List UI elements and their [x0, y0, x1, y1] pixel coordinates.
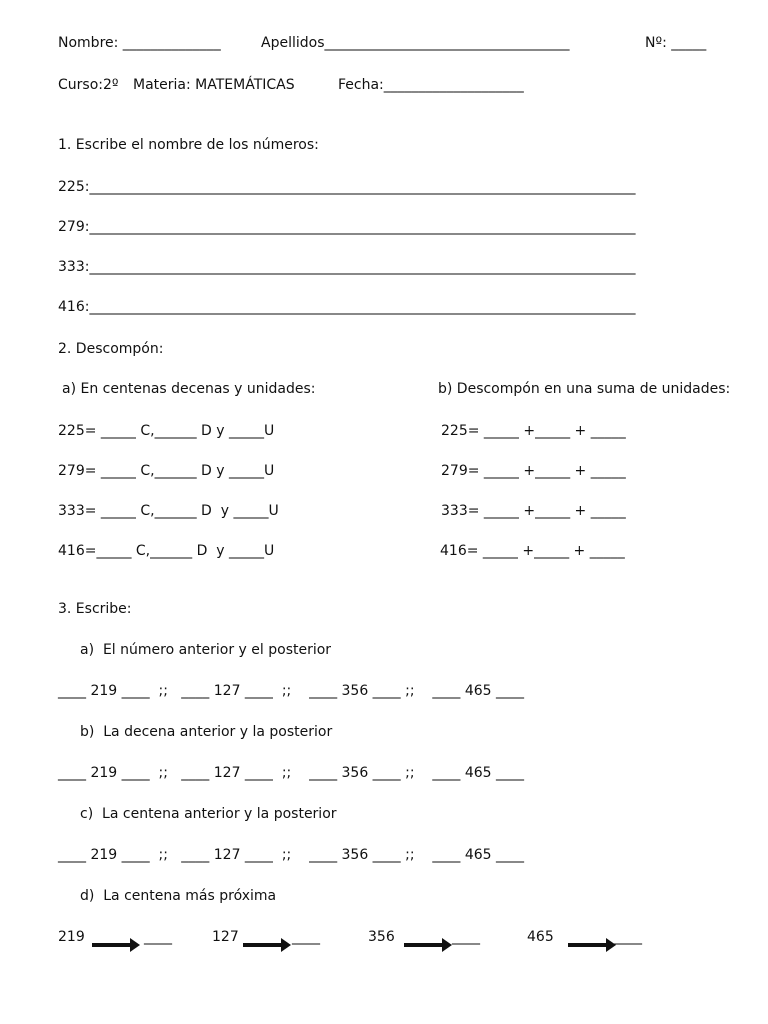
nombre-field[interactable]: Nombre: ______________: [58, 35, 221, 51]
section1-line-416[interactable]: 416:______________________________________________________________________________: [58, 299, 636, 315]
decompose-b-279[interactable]: 279= _____ +_____ + _____: [441, 463, 626, 479]
nearest-num-465: 465: [527, 929, 554, 945]
section1-line-333[interactable]: 333:______________________________________________________________________________: [58, 259, 636, 275]
section2-b-title: b) Descompón en una suma de unidades:: [438, 381, 731, 397]
arrow-right-icon: [568, 943, 608, 947]
arrow-right-icon: [404, 943, 444, 947]
section3-c-title: c) La centena anterior y la posterior: [80, 806, 337, 822]
decompose-a-416[interactable]: 416=_____ C,______ D y _____U: [58, 543, 275, 559]
nearest-blank-127[interactable]: ____: [292, 929, 320, 945]
decompose-a-225[interactable]: 225= _____ C,______ D y _____U: [58, 423, 275, 439]
section1-line-225[interactable]: 225:______________________________________________________________________________: [58, 179, 636, 195]
section3-d-title: d) La centena más próxima: [80, 888, 277, 904]
nearest-blank-219[interactable]: ____: [144, 929, 172, 945]
fecha-field[interactable]: Fecha:____________________: [338, 77, 524, 93]
section3-b-row[interactable]: ____ 219 ____ ;; ____ 127 ____ ;; ____ 356 ____ ;; ____ 465 ____: [58, 765, 524, 781]
section1-title: 1. Escribe el nombre de los números:: [58, 137, 319, 153]
nearest-num-219: 219: [58, 929, 85, 945]
arrow-right-icon: [92, 943, 132, 947]
section3-a-title: a) El número anterior y el posterior: [80, 642, 332, 658]
section2-title: 2. Descompón:: [58, 341, 164, 357]
section3-title: 3. Escribe:: [58, 601, 132, 617]
nearest-blank-356[interactable]: ____: [452, 929, 480, 945]
nearest-num-356: 356: [368, 929, 395, 945]
numero-field[interactable]: Nº: _____: [645, 35, 707, 51]
nearest-blank-465[interactable]: ____: [614, 929, 642, 945]
section1-line-279[interactable]: 279:______________________________________________________________________________: [58, 219, 636, 235]
section3-a-row[interactable]: ____ 219 ____ ;; ____ 127 ____ ;; ____ 356 ____ ;; ____ 465 ____: [58, 683, 524, 699]
curso-label: Curso:2º: [58, 77, 119, 93]
decompose-b-333[interactable]: 333= _____ +_____ + _____: [441, 503, 626, 519]
decompose-b-416[interactable]: 416= _____ +_____ + _____: [440, 543, 625, 559]
decompose-a-279[interactable]: 279= _____ C,______ D y _____U: [58, 463, 275, 479]
arrow-right-icon: [243, 943, 283, 947]
decompose-b-225[interactable]: 225= _____ +_____ + _____: [441, 423, 626, 439]
section3-c-row[interactable]: ____ 219 ____ ;; ____ 127 ____ ;; ____ 356 ____ ;; ____ 465 ____: [58, 847, 524, 863]
apellidos-field[interactable]: Apellidos___________________________________: [261, 35, 570, 51]
section3-b-title: b) La decena anterior y la posterior: [80, 724, 333, 740]
decompose-a-333[interactable]: 333= _____ C,______ D y _____U: [58, 503, 279, 519]
section2-a-title: a) En centenas decenas y unidades:: [62, 381, 316, 397]
nearest-num-127: 127: [212, 929, 239, 945]
materia-label: Materia: MATEMÁTICAS: [133, 77, 295, 93]
